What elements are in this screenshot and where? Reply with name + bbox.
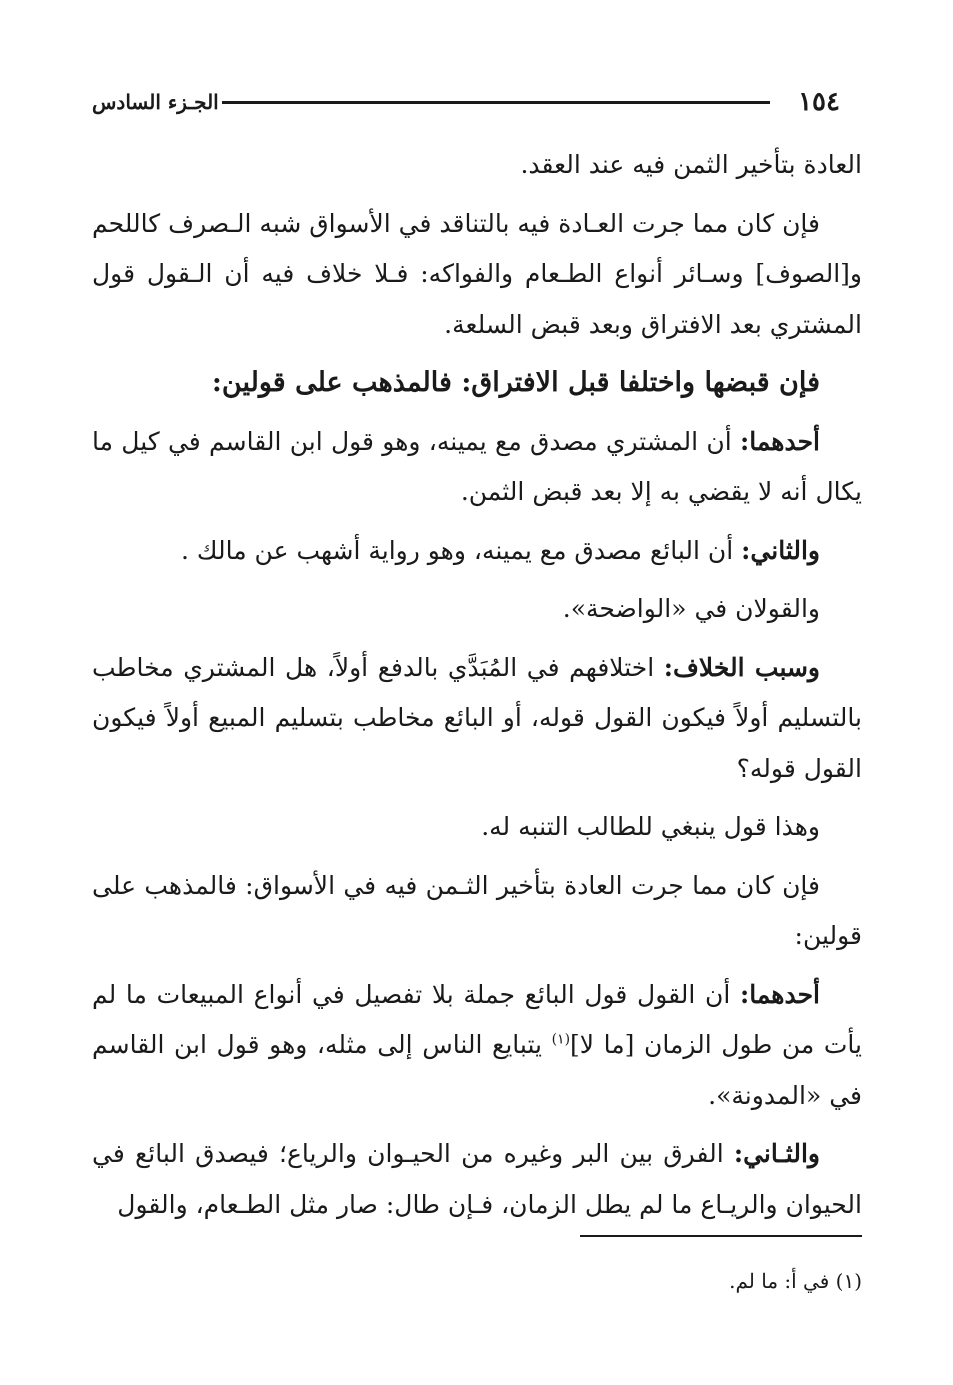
paragraph: [92, 417, 862, 518]
footnote: (١) في أ: ما لم.: [729, 1269, 862, 1293]
paragraph: فإن كان مما جرت العـادة فيه بالتناقد في الأسواق شبه الـصرف كاللحم و[الصوف] وسـائر أنواع الطـعام والفواكه: فـلا خلاف فيه أن الـقول قول المشتري بعد الافتراق وبعد قبض السلعة.: [92, 208, 862, 339]
paragraph: [92, 643, 862, 795]
page-number: ١٥٤: [798, 87, 840, 117]
running-title: الجـزء السادس: [92, 90, 219, 114]
section-heading: فإن قبضها واختلفا قبل الافتراق: فالمذهب على قولين:: [211, 367, 820, 398]
footnote-rule: [580, 1235, 862, 1237]
paragraph: [92, 970, 862, 1122]
paragraph: العادة بتأخير الثمن فيه عند العقد.: [520, 150, 862, 179]
paragraph: وهذا قول ينبغي للطالب التنبه له.: [481, 812, 820, 841]
term-label: والثاني:: [741, 535, 820, 565]
footnote-reference: (١): [551, 1031, 571, 1048]
body-text: [92, 140, 862, 1238]
page-header: [92, 84, 840, 120]
paragraph-text: أن القول قول البائع جملة بلا تفصيل في أنواع المبيعات ما لم يأت من طول الزمان [ما لا]: [92, 979, 863, 1059]
term-label: وسبب الخلاف:: [663, 652, 821, 682]
paragraph-text: اختلافهم في المُبَدَّي بالدفع أولاً، هل المشتري مخاطب بالتسليم أولاً فيكون القول قوله، أو البائع مخاطب بتسليم المبيع أولاً فيكون القول قوله؟: [92, 652, 862, 783]
paragraph: [92, 526, 862, 577]
paragraph: [92, 1129, 862, 1230]
term-label: أحدهما:: [739, 426, 820, 456]
paragraph: فإن كان مما جرت العادة بتأخير الثـمن فيه في الأسواق: فالمذهب على قولين:: [92, 870, 862, 950]
header-rule: [222, 101, 770, 104]
paragraph: والقولان في «الواضحة».: [562, 594, 820, 623]
term-label: والثـاني:: [733, 1139, 820, 1168]
paragraph-text: أن المشتري مصدق مع يمينه، وهو قول ابن القاسم في كيل ما يكال أنه لا يقضي به إلا بعد قبض الثمن.: [92, 426, 862, 506]
paragraph-text: يتبايع الناس إلى مثله، وهو قول ابن القاسم في «المدونة».: [92, 1030, 862, 1110]
term-label: أحدهما:: [739, 979, 820, 1009]
paragraph-text: أن البائع مصدق مع يمينه، وهو رواية أشهب عن مالك .: [181, 535, 742, 565]
paragraph-text: الفرق بين البر وغيره من الحيـوان والرياع؛ فيصدق البائع في الحيوان والريـاع ما لم يطل الزمان، فـإن طال: صار مثل الطـعام، والقول: [92, 1139, 862, 1219]
